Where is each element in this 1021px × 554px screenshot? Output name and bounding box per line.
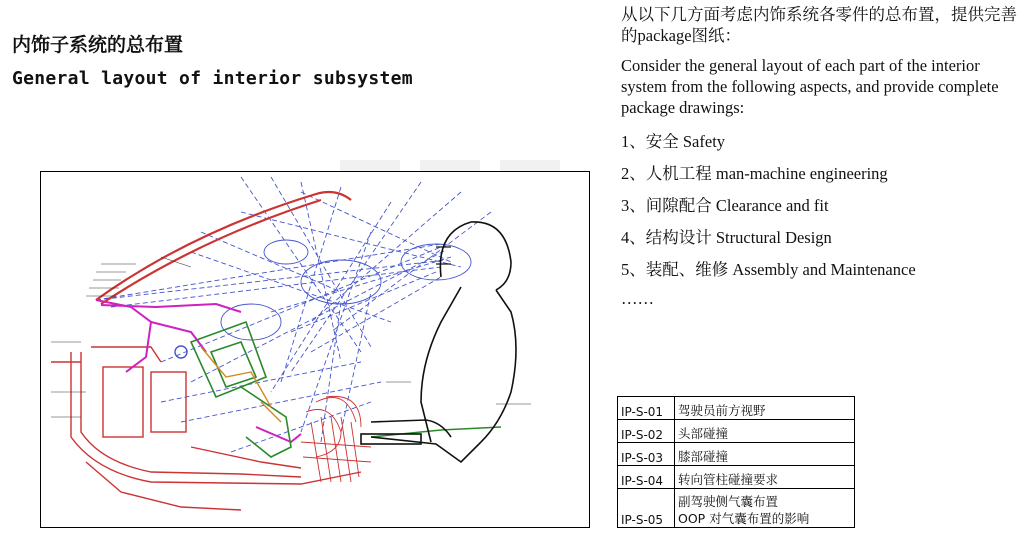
sightline-ellipses bbox=[221, 240, 471, 340]
table-row bbox=[618, 397, 855, 420]
ip-code-cell: IP-S-02 bbox=[618, 420, 675, 443]
sightline-rays bbox=[96, 177, 491, 452]
ip-desc-cell: 头部碰撞 bbox=[675, 420, 855, 443]
ip-requirements-table bbox=[617, 396, 855, 528]
package-drawing-svg bbox=[41, 172, 590, 528]
table-row bbox=[618, 489, 855, 528]
ip-desc-cell: 转向管柱碰撞要求 bbox=[675, 466, 855, 489]
aspect-item: 4、结构设计 Structural Design bbox=[621, 228, 832, 247]
ip-code-cell: IP-S-01 bbox=[618, 397, 675, 420]
aspect-item: 5、装配、维修 Assembly and Maintenance bbox=[621, 260, 916, 279]
ip-desc-cell bbox=[675, 489, 855, 528]
ip-desc-line: OOP 对气囊布置的影响 bbox=[678, 511, 810, 526]
table-row bbox=[618, 466, 855, 489]
ip-desc-cell: 驾驶员前方视野 bbox=[675, 397, 855, 420]
intro-chinese: 从以下几方面考虑内饰系统各零件的总布置，提供完善的package图纸： bbox=[621, 5, 1017, 45]
ip-code-cell: IP-S-04 bbox=[618, 466, 675, 489]
aspect-item: 3、间隙配合 Clearance and fit bbox=[621, 196, 829, 215]
ip-desc-line: 副驾驶侧气囊布置 bbox=[678, 494, 779, 509]
aspect-item: 2、人机工程 man-machine engineering bbox=[621, 164, 888, 183]
ip-structure bbox=[191, 322, 501, 457]
aspect-list bbox=[621, 126, 1017, 286]
table-row bbox=[618, 420, 855, 443]
page-title-chinese: 内饰子系统的总布置 bbox=[12, 34, 184, 56]
ellipsis: …… bbox=[621, 289, 654, 308]
aspect-item: 1、安全 Safety bbox=[621, 132, 726, 151]
interior-package-drawing bbox=[40, 171, 590, 528]
ip-code-cell: IP-S-05 bbox=[618, 489, 675, 528]
table-row bbox=[618, 443, 855, 466]
page-title-english: General layout of interior subsystem bbox=[12, 68, 413, 89]
manikin bbox=[361, 222, 516, 462]
intro-english: Consider the general layout of each part of the interior system from the following aspects, and provide complete package drawings: bbox=[621, 56, 999, 117]
ip-surface bbox=[96, 300, 301, 442]
right-column bbox=[621, 4, 1017, 309]
ip-desc-cell: 膝部碰撞 bbox=[675, 443, 855, 466]
ip-code-cell: IP-S-03 bbox=[618, 443, 675, 466]
